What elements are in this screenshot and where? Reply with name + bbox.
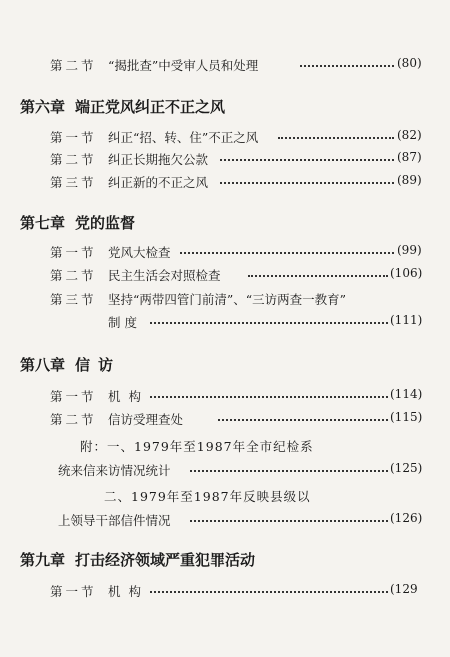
chapter-heading [20,212,135,233]
dot-leader [278,137,394,139]
page-number: (115) [390,410,423,424]
section-number: 第二节 [50,152,97,167]
dot-leader [190,520,388,522]
chapter-title: 党的监督 [75,214,136,232]
section-number: 第三节 [50,175,97,190]
appendix-title-continued: 上领导干部信件情况 [58,513,171,528]
toc-entry [0,56,450,76]
chapter-title: 信访 [75,356,122,374]
section-number: 第一节 [50,389,97,404]
appendix-entry [0,487,450,507]
toc-entry [0,582,450,602]
chapter-title: 端正党风纠正不正之风 [75,98,226,116]
page-number: (80) [397,56,422,70]
toc-entry [0,266,450,286]
chapter-label: 第六章 [20,98,66,116]
section-number: 第一节 [50,245,97,260]
dot-leader [220,159,394,161]
section-title: 民主生活会对照检查 [108,268,221,283]
toc-entry [0,290,450,310]
section-title: 机构 [108,584,150,599]
section-title: 纠正新的不正之风 [108,175,209,190]
appendix-title-continued: 统来信来访情况统计 [58,463,171,478]
chapter-label: 第八章 [20,356,66,374]
page-number: (106) [390,266,423,280]
appendix-title: 附：一、1979年至1987年全市纪检系 [80,439,314,454]
page-number: (82) [397,128,422,142]
appendix-entry-continuation [0,461,450,481]
toc-entry [0,410,450,430]
section-number: 第一节 [50,584,97,599]
toc-entry [0,128,450,148]
toc-entry-continuation [0,313,450,333]
section-title: 纠正长期拖欠公款 [108,152,209,167]
toc-entry [0,387,450,407]
dot-leader [150,322,388,324]
chapter-heading [20,354,121,375]
section-title-continued: 制度 [108,315,142,330]
chapter-heading [20,549,255,570]
dot-leader [150,591,388,593]
dot-leader [220,182,394,184]
appendix-title: 二、1979年至1987年反映县级以 [104,489,311,504]
page-number: (89) [397,173,422,187]
section-title: 机构 [108,389,150,404]
page-number: (126) [390,511,423,525]
section-number: 第一节 [50,130,97,145]
section-title: 坚持“两带四管门前清”、“三访两查一教育” [108,292,347,307]
dot-leader [300,65,394,67]
dot-leader [150,396,388,398]
chapter-heading [20,96,225,117]
page-number: (114) [390,387,423,401]
section-number: 第二节 [50,58,97,73]
chapter-title: 打击经济领域严重犯罪活动 [75,551,256,569]
section-number: 第二节 [50,412,97,427]
dot-leader [248,275,388,277]
dot-leader [190,470,388,472]
toc-entry [0,173,450,193]
chapter-label: 第九章 [20,551,66,569]
dot-leader [218,419,388,421]
appendix-entry [0,437,450,457]
page-number: (99) [397,243,422,257]
dot-leader [180,252,394,254]
page-number: (111) [390,313,423,327]
chapter-label: 第七章 [20,214,66,232]
page-number: (129 [390,582,418,596]
section-number: 第三节 [50,292,97,307]
toc-entry [0,243,450,263]
section-title: “揭批查”中受审人员和处理 [108,58,259,73]
section-title: 纠正“招、转、住”不正之风 [108,130,259,145]
toc-entry [0,150,450,170]
section-title: 信访受理查处 [108,412,184,427]
page-number: (87) [397,150,422,164]
section-number: 第二节 [50,268,97,283]
section-title: 党风大检查 [108,245,171,260]
page-number: (125) [390,461,423,475]
appendix-entry-continuation [0,511,450,531]
